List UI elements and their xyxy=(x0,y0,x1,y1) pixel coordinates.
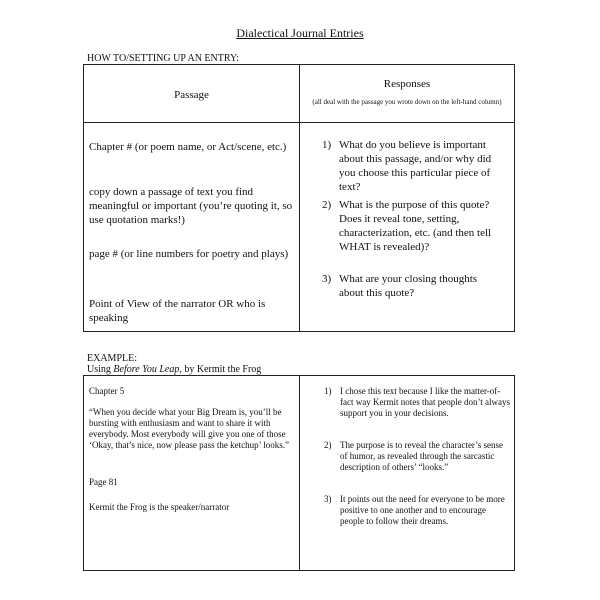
passage-header: Passage xyxy=(174,89,209,101)
example-source: Using Before You Leap, by Kermit the Frog xyxy=(87,364,262,375)
setup-left-item: Chapter # (or poem name, or Act/scene, etc.) xyxy=(89,141,287,153)
setup-label: HOW TO/SETTING UP AN ENTRY: xyxy=(87,53,240,64)
example-left-item: Kermit the Frog is the speaker/narrator xyxy=(89,502,230,512)
example-left-item: “When you decide what your Big Dream is, you’ll be bursting with enthusiasm and want to share it with everybody. Most everybody will give you one of those ‘Okay, that’s nice, now please pass the ketchup’ looks.” xyxy=(89,407,289,450)
responses-note: (all deal with the passage you wrote down on the left-hand column) xyxy=(312,98,502,106)
page-title: Dialectical Journal Entries xyxy=(236,26,364,40)
example-left-item: Chapter 5 xyxy=(89,386,125,396)
example-label: EXAMPLE: xyxy=(87,353,137,364)
setup-response-item: 3) What are your closing thoughts about this quote? xyxy=(322,273,478,299)
example-left-item: Page 81 xyxy=(89,477,118,487)
example-response-item: 2) The purpose is to reveal the character’s sense of humor, as revealed through the sarcastic description of others’ “looks.” xyxy=(324,440,504,472)
setup-left-item: page # (or line numbers for poetry and plays) xyxy=(89,248,289,260)
setup-left-item: copy down a passage of text you find meaningful or important (you’re quoting it, so use quotation marks!) xyxy=(89,186,293,226)
book-title: Before You Leap xyxy=(113,364,180,375)
example-response-item: 1) I chose this text because I like the matter-of-fact way Kermit notes that people don’t always support you in your decisions. xyxy=(324,386,511,418)
responses-header: Responses xyxy=(383,78,431,90)
setup-response-item: 2) What is the purpose of this quote? Does it reveal tone, setting, characterization, etc. (and then tell WHAT is revealed)? xyxy=(322,199,492,253)
setup-response-item: 1) What do you believe is important about this passage, and/or why did you choose this particular piece of text? xyxy=(322,139,492,193)
setup-left-item: Point of View of the narrator OR who is speaking xyxy=(89,298,266,324)
setup-table xyxy=(83,64,515,332)
example-response-item: 3) It points out the need for everyone to be more positive to one another and to encourage people to follow their dreams. xyxy=(324,494,505,526)
example-table xyxy=(83,375,515,571)
